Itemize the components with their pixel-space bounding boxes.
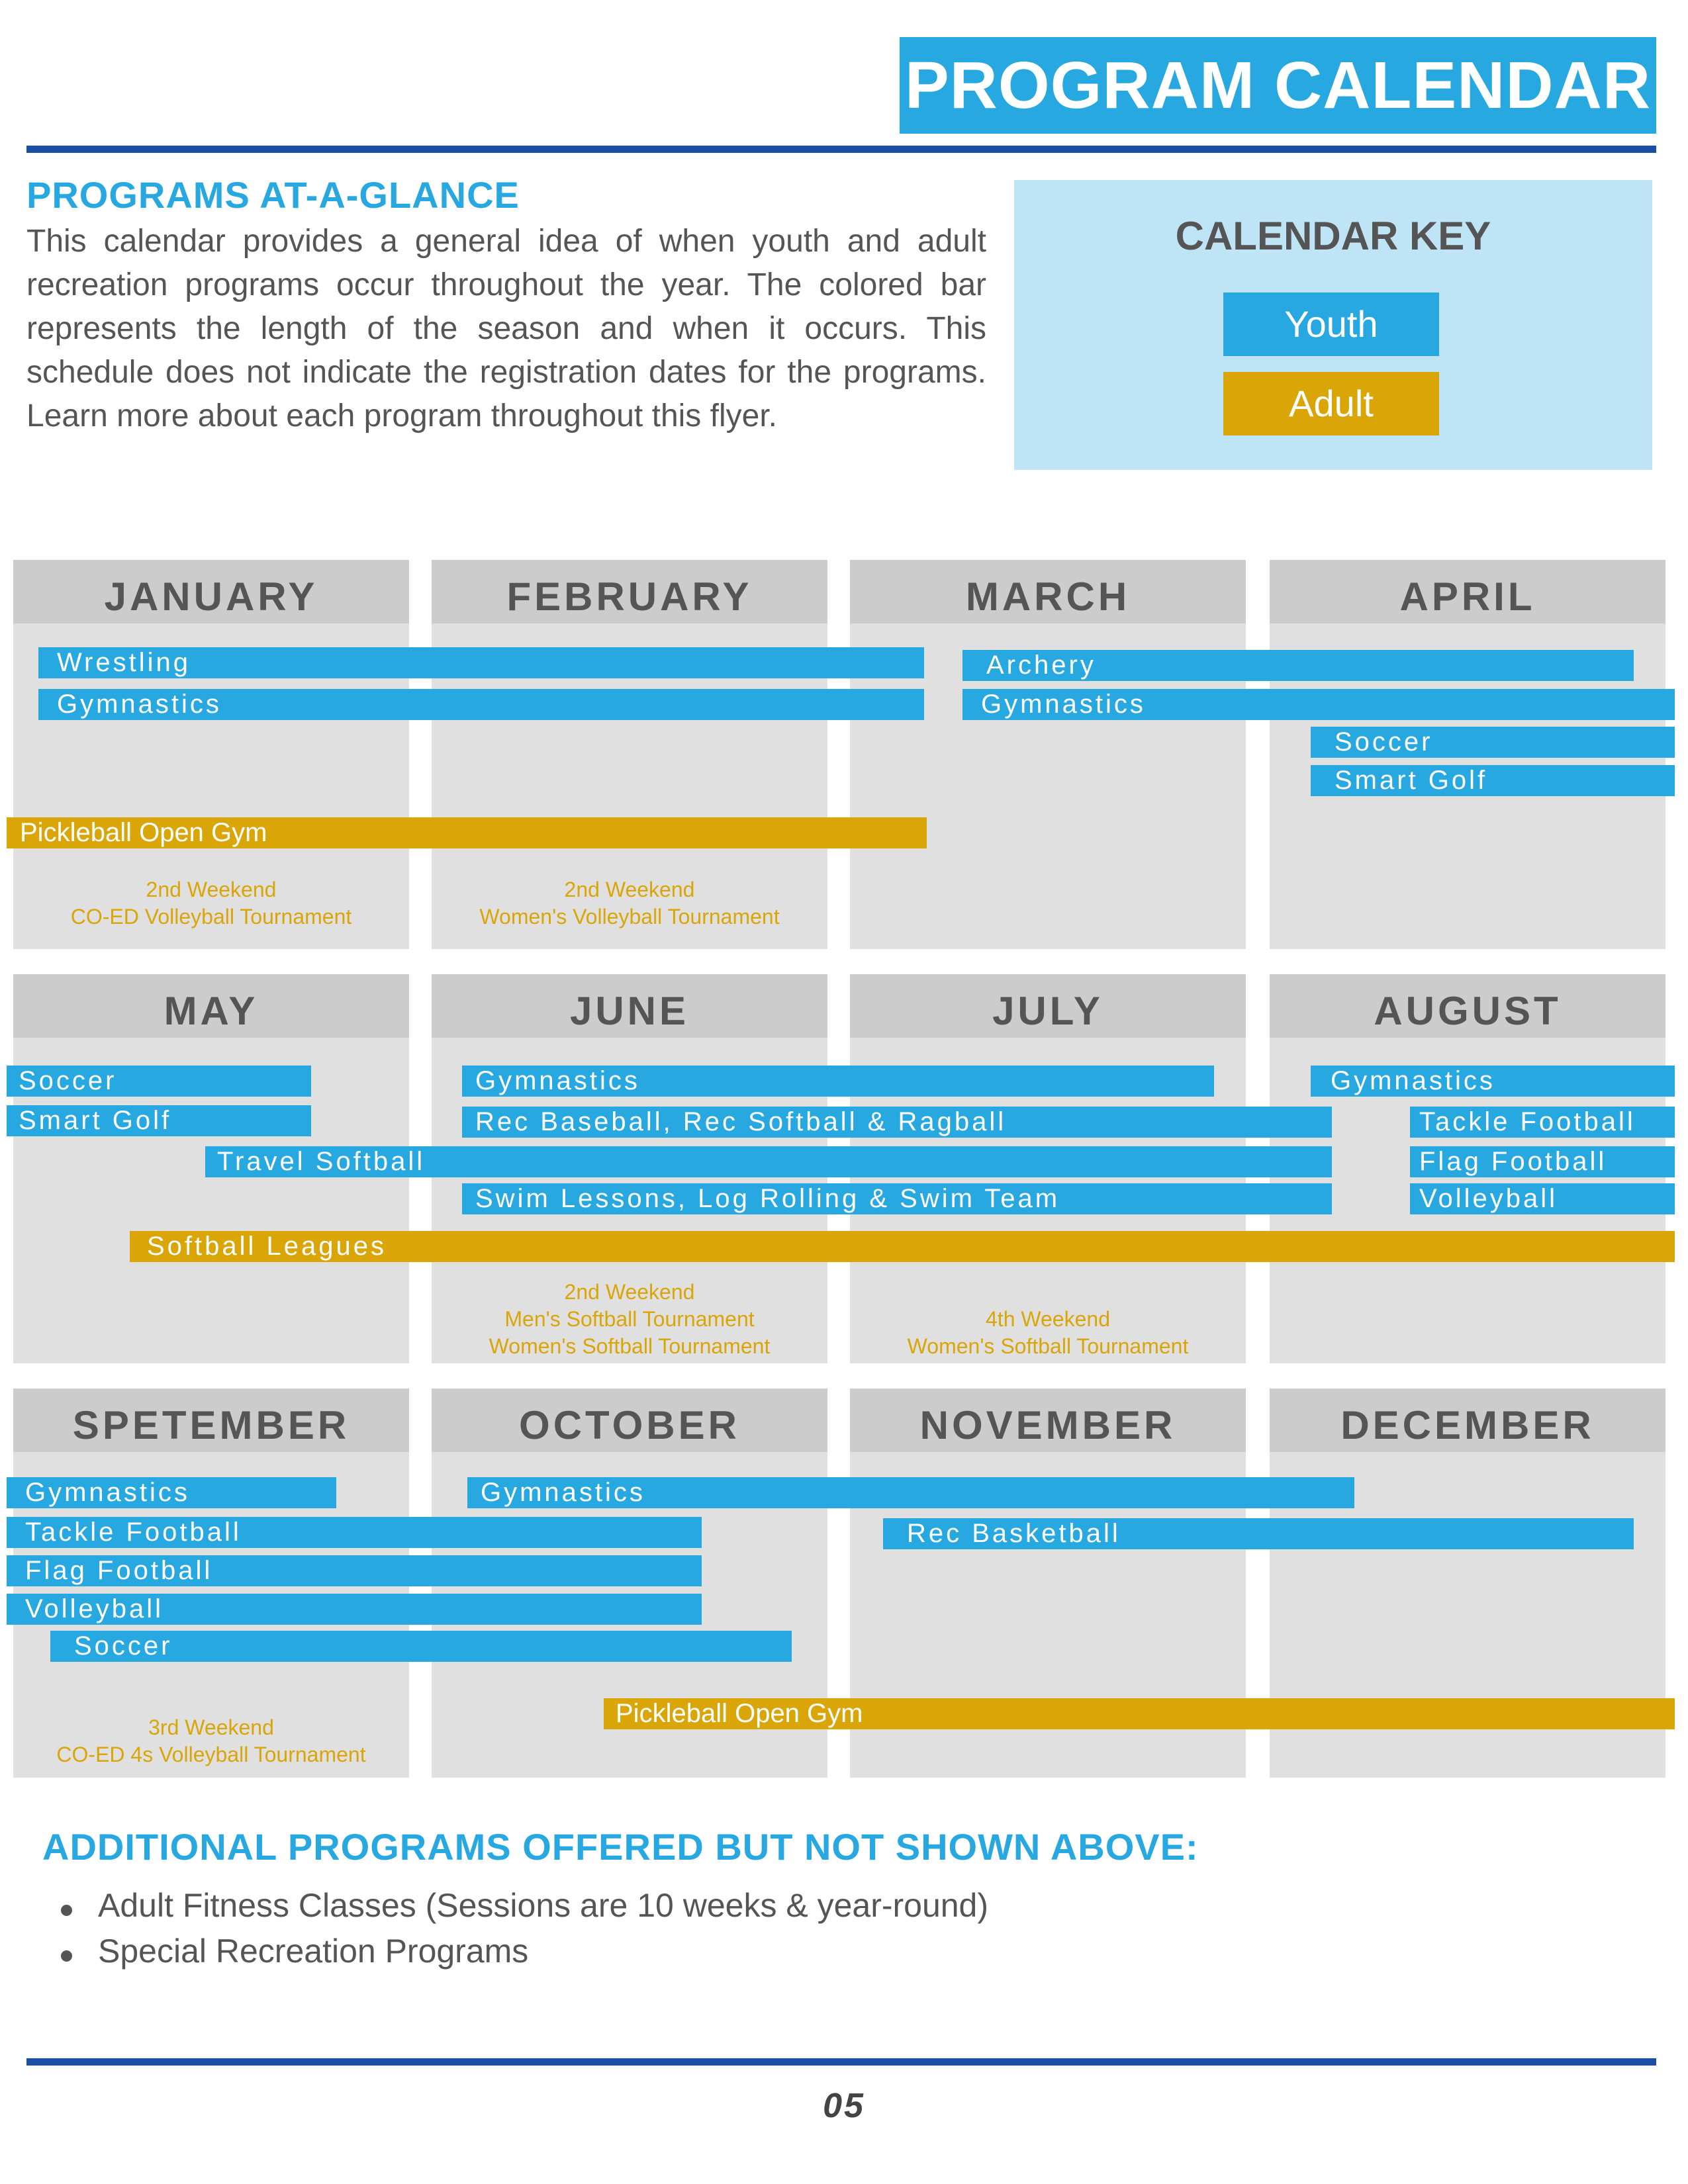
page-number: 05 [823, 2087, 865, 2125]
month-header-august: AUGUST [1270, 974, 1665, 1038]
bar-volleyball-sep: Volleyball [7, 1594, 702, 1625]
event-note-july [850, 1306, 1246, 1360]
event-note-june [432, 1279, 827, 1360]
page-title: PROGRAM CALENDAR [900, 37, 1656, 134]
event-title: CO-ED Volleyball Tournament [70, 905, 352, 929]
month-header-may: MAY [13, 974, 409, 1038]
bar-gymnastics-mar-apr: Gymnastics [962, 689, 1675, 720]
bar-gymnastics-jun-jul: Gymnastics [462, 1066, 1214, 1097]
bar-soccer-sep: Soccer [50, 1631, 792, 1662]
additional-program-item: Special Recreation Programs [98, 1933, 529, 1970]
bar-gymnastics-oct-nov: Gymnastics [467, 1477, 1354, 1508]
bar-smart-golf-apr: Smart Golf [1311, 765, 1675, 796]
event-when: 2nd Weekend [564, 878, 695, 901]
bar-tackle-football-aug: Tackle Football [1410, 1107, 1675, 1138]
additional-program-item: Adult Fitness Classes (Sessions are 10 weeks & year-round) [98, 1887, 989, 1924]
event-title: Women's Volleyball Tournament [479, 905, 780, 929]
bar-swim-lessons: Swim Lessons, Log Rolling & Swim Team [462, 1183, 1332, 1214]
additional-programs-heading: ADDITIONAL PROGRAMS OFFERED BUT NOT SHOWN ABOVE: [42, 1826, 1199, 1868]
month-header-july: JULY [850, 974, 1246, 1038]
event-title: Women's Softball Tournament [489, 1334, 771, 1358]
bar-gymnastics-jan-feb: Gymnastics [38, 689, 924, 720]
bullet-icon [61, 1950, 72, 1962]
key-youth-chip: Youth [1223, 293, 1439, 356]
event-note-january [13, 876, 409, 931]
event-when: 2nd Weekend [146, 878, 277, 901]
bar-archery: Archery [962, 650, 1634, 681]
event-title: Women's Softball Tournament [907, 1334, 1189, 1358]
event-title: Men's Softball Tournament [504, 1307, 755, 1331]
bar-gymnastics-aug: Gymnastics [1311, 1066, 1675, 1097]
month-header-march: MARCH [850, 560, 1246, 623]
calendar-key-title: CALENDAR KEY [1175, 214, 1491, 258]
bar-tackle-football-sep: Tackle Football [7, 1517, 702, 1548]
bar-rec-baseball-softball-ragball: Rec Baseball, Rec Softball & Ragball [462, 1107, 1332, 1138]
bar-soccer-apr: Soccer [1311, 727, 1675, 758]
bar-gymnastics-sep: Gymnastics [7, 1477, 336, 1508]
intro-heading: PROGRAMS AT-A-GLANCE [26, 174, 520, 216]
event-when: 2nd Weekend [564, 1280, 695, 1304]
bar-wrestling: Wrestling [38, 647, 924, 678]
event-when: 3rd Weekend [148, 1715, 274, 1739]
bar-flag-football-aug: Flag Football [1410, 1146, 1675, 1177]
month-header-november: NOVEMBER [850, 1388, 1246, 1452]
bar-pickleball-oct-dec: Pickleball Open Gym [604, 1698, 1675, 1729]
month-header-february: FEBRUARY [432, 560, 827, 623]
bar-volleyball-aug: Volleyball [1410, 1183, 1675, 1214]
month-header-december: DECEMBER [1270, 1388, 1665, 1452]
event-note-february [432, 876, 827, 931]
bar-travel-softball: Travel Softball [205, 1146, 1332, 1177]
intro-text: This calendar provides a general idea of when youth and adult recreation programs occur throughout the year. The colored bar represents the length of the season and when it occurs. This schedule does not indicate the registration dates for the programs. Learn more about each program throughout this flyer. [26, 224, 986, 433]
bar-smart-golf-may: Smart Golf [7, 1105, 311, 1136]
bar-rec-basketball: Rec Basketball [883, 1518, 1634, 1549]
month-header-october: OCTOBER [432, 1388, 827, 1452]
key-adult-chip: Adult [1223, 372, 1439, 435]
month-header-april: APRIL [1270, 560, 1665, 623]
month-header-january: JANUARY [13, 560, 409, 623]
bar-flag-football-sep: Flag Football [7, 1555, 702, 1586]
bottom-divider [26, 2058, 1656, 2066]
month-header-september: SPETEMBER [13, 1388, 409, 1452]
bar-soccer-may: Soccer [7, 1066, 311, 1097]
event-title: CO-ED 4s Volleyball Tournament [56, 1743, 366, 1766]
top-divider [26, 146, 1656, 153]
bar-pickleball-jan-feb: Pickleball Open Gym [7, 817, 927, 848]
bar-softball-leagues: Softball Leagues [130, 1231, 1675, 1262]
event-note-september [13, 1714, 409, 1768]
month-header-june: JUNE [432, 974, 827, 1038]
bullet-icon [61, 1905, 72, 1916]
event-when: 4th Weekend [986, 1307, 1110, 1331]
